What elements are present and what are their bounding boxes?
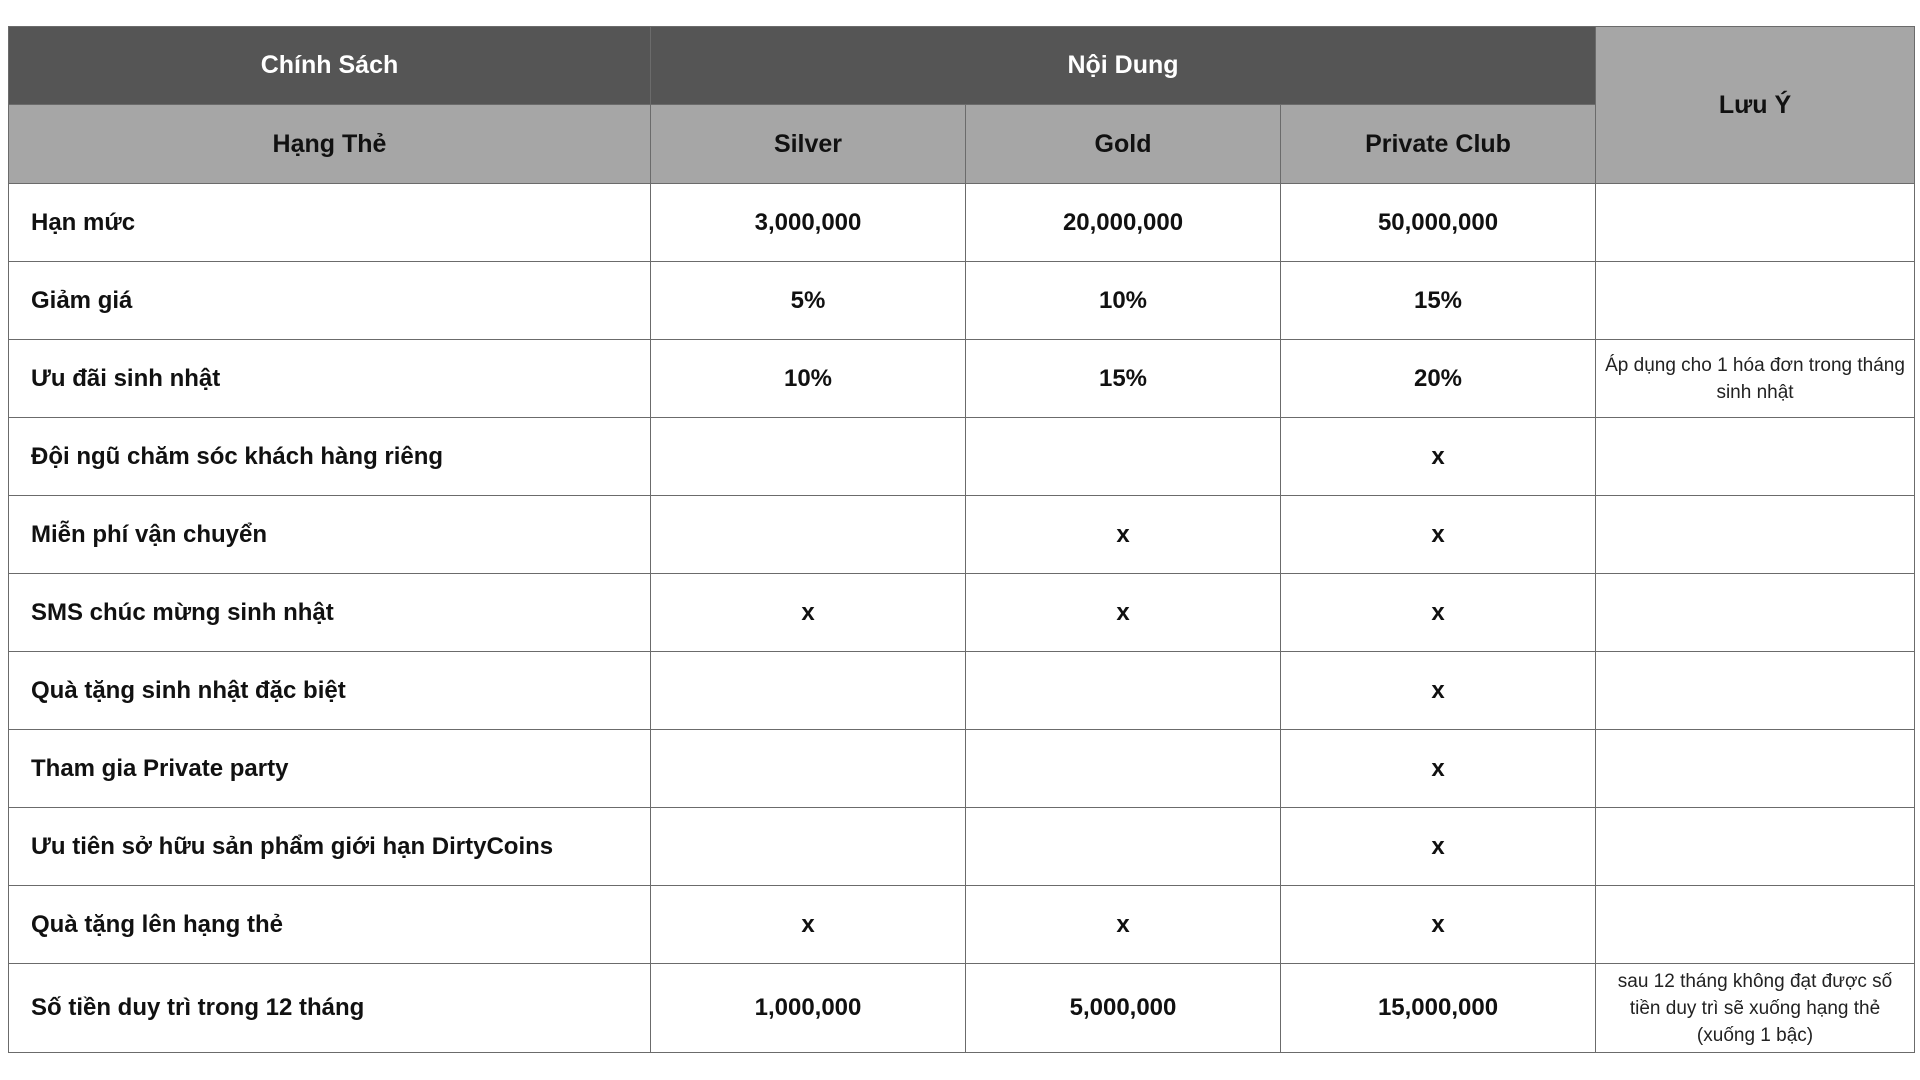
- gold-value: x: [966, 886, 1281, 964]
- gold-value: 20,000,000: [966, 184, 1281, 262]
- row-label: Đội ngũ chăm sóc khách hàng riêng: [9, 418, 651, 496]
- silver-value: [651, 496, 966, 574]
- table-row: [9, 808, 1915, 886]
- silver-value: x: [651, 574, 966, 652]
- silver-value: [651, 730, 966, 808]
- row-note: [1596, 418, 1915, 496]
- row-note: [1596, 808, 1915, 886]
- table-row: [9, 730, 1915, 808]
- row-note: [1596, 262, 1915, 340]
- row-note: [1596, 886, 1915, 964]
- table-row: [9, 886, 1915, 964]
- table-row: [9, 340, 1915, 418]
- gold-value: [966, 730, 1281, 808]
- note-column-header: Lưu Ý: [1596, 27, 1915, 184]
- row-note: [1596, 574, 1915, 652]
- row-label: Tham gia Private party: [9, 730, 651, 808]
- gold-value: 15%: [966, 340, 1281, 418]
- table-row: [9, 184, 1915, 262]
- gold-value: x: [966, 574, 1281, 652]
- header-row-top: [9, 27, 1915, 105]
- row-label: Hạn mức: [9, 184, 651, 262]
- gold-value: [966, 418, 1281, 496]
- membership-policy-table: [8, 26, 1915, 1053]
- private-club-value: x: [1281, 652, 1596, 730]
- silver-value: 1,000,000: [651, 964, 966, 1053]
- row-label: Miễn phí vận chuyển: [9, 496, 651, 574]
- row-note: sau 12 tháng không đạt được số tiền duy trì sẽ xuống hạng thẻ (xuống 1 bậc): [1596, 964, 1915, 1053]
- silver-value: x: [651, 886, 966, 964]
- tier-header-gold: Gold: [966, 105, 1281, 184]
- row-label: Quà tặng lên hạng thẻ: [9, 886, 651, 964]
- row-note: [1596, 730, 1915, 808]
- policy-column-header: Chính Sách: [9, 27, 651, 105]
- private-club-value: x: [1281, 418, 1596, 496]
- private-club-value: x: [1281, 808, 1596, 886]
- table-row: [9, 574, 1915, 652]
- private-club-value: x: [1281, 574, 1596, 652]
- silver-value: [651, 652, 966, 730]
- silver-value: [651, 808, 966, 886]
- row-label: Số tiền duy trì trong 12 tháng: [9, 964, 651, 1053]
- row-label: Quà tặng sinh nhật đặc biệt: [9, 652, 651, 730]
- tier-header-private-club: Private Club: [1281, 105, 1596, 184]
- silver-value: 3,000,000: [651, 184, 966, 262]
- tier-label-header: Hạng Thẻ: [9, 105, 651, 184]
- row-label: Ưu đãi sinh nhật: [9, 340, 651, 418]
- private-club-value: 15,000,000: [1281, 964, 1596, 1053]
- private-club-value: 20%: [1281, 340, 1596, 418]
- row-label: SMS chúc mừng sinh nhật: [9, 574, 651, 652]
- private-club-value: 15%: [1281, 262, 1596, 340]
- private-club-value: 50,000,000: [1281, 184, 1596, 262]
- gold-value: x: [966, 496, 1281, 574]
- gold-value: [966, 808, 1281, 886]
- row-note: Áp dụng cho 1 hóa đơn trong tháng sinh nhật: [1596, 340, 1915, 418]
- row-note: [1596, 496, 1915, 574]
- gold-value: [966, 652, 1281, 730]
- table-row: [9, 262, 1915, 340]
- row-label: Giảm giá: [9, 262, 651, 340]
- silver-value: 10%: [651, 340, 966, 418]
- table-row: [9, 652, 1915, 730]
- gold-value: 10%: [966, 262, 1281, 340]
- table-row: [9, 964, 1915, 1053]
- tier-header-silver: Silver: [651, 105, 966, 184]
- content-column-header: Nội Dung: [651, 27, 1596, 105]
- silver-value: 5%: [651, 262, 966, 340]
- row-label: Ưu tiên sở hữu sản phẩm giới hạn DirtyCoins: [9, 808, 651, 886]
- row-note: [1596, 184, 1915, 262]
- private-club-value: x: [1281, 886, 1596, 964]
- silver-value: [651, 418, 966, 496]
- table-row: [9, 496, 1915, 574]
- gold-value: 5,000,000: [966, 964, 1281, 1053]
- private-club-value: x: [1281, 496, 1596, 574]
- table-row: [9, 418, 1915, 496]
- private-club-value: x: [1281, 730, 1596, 808]
- row-note: [1596, 652, 1915, 730]
